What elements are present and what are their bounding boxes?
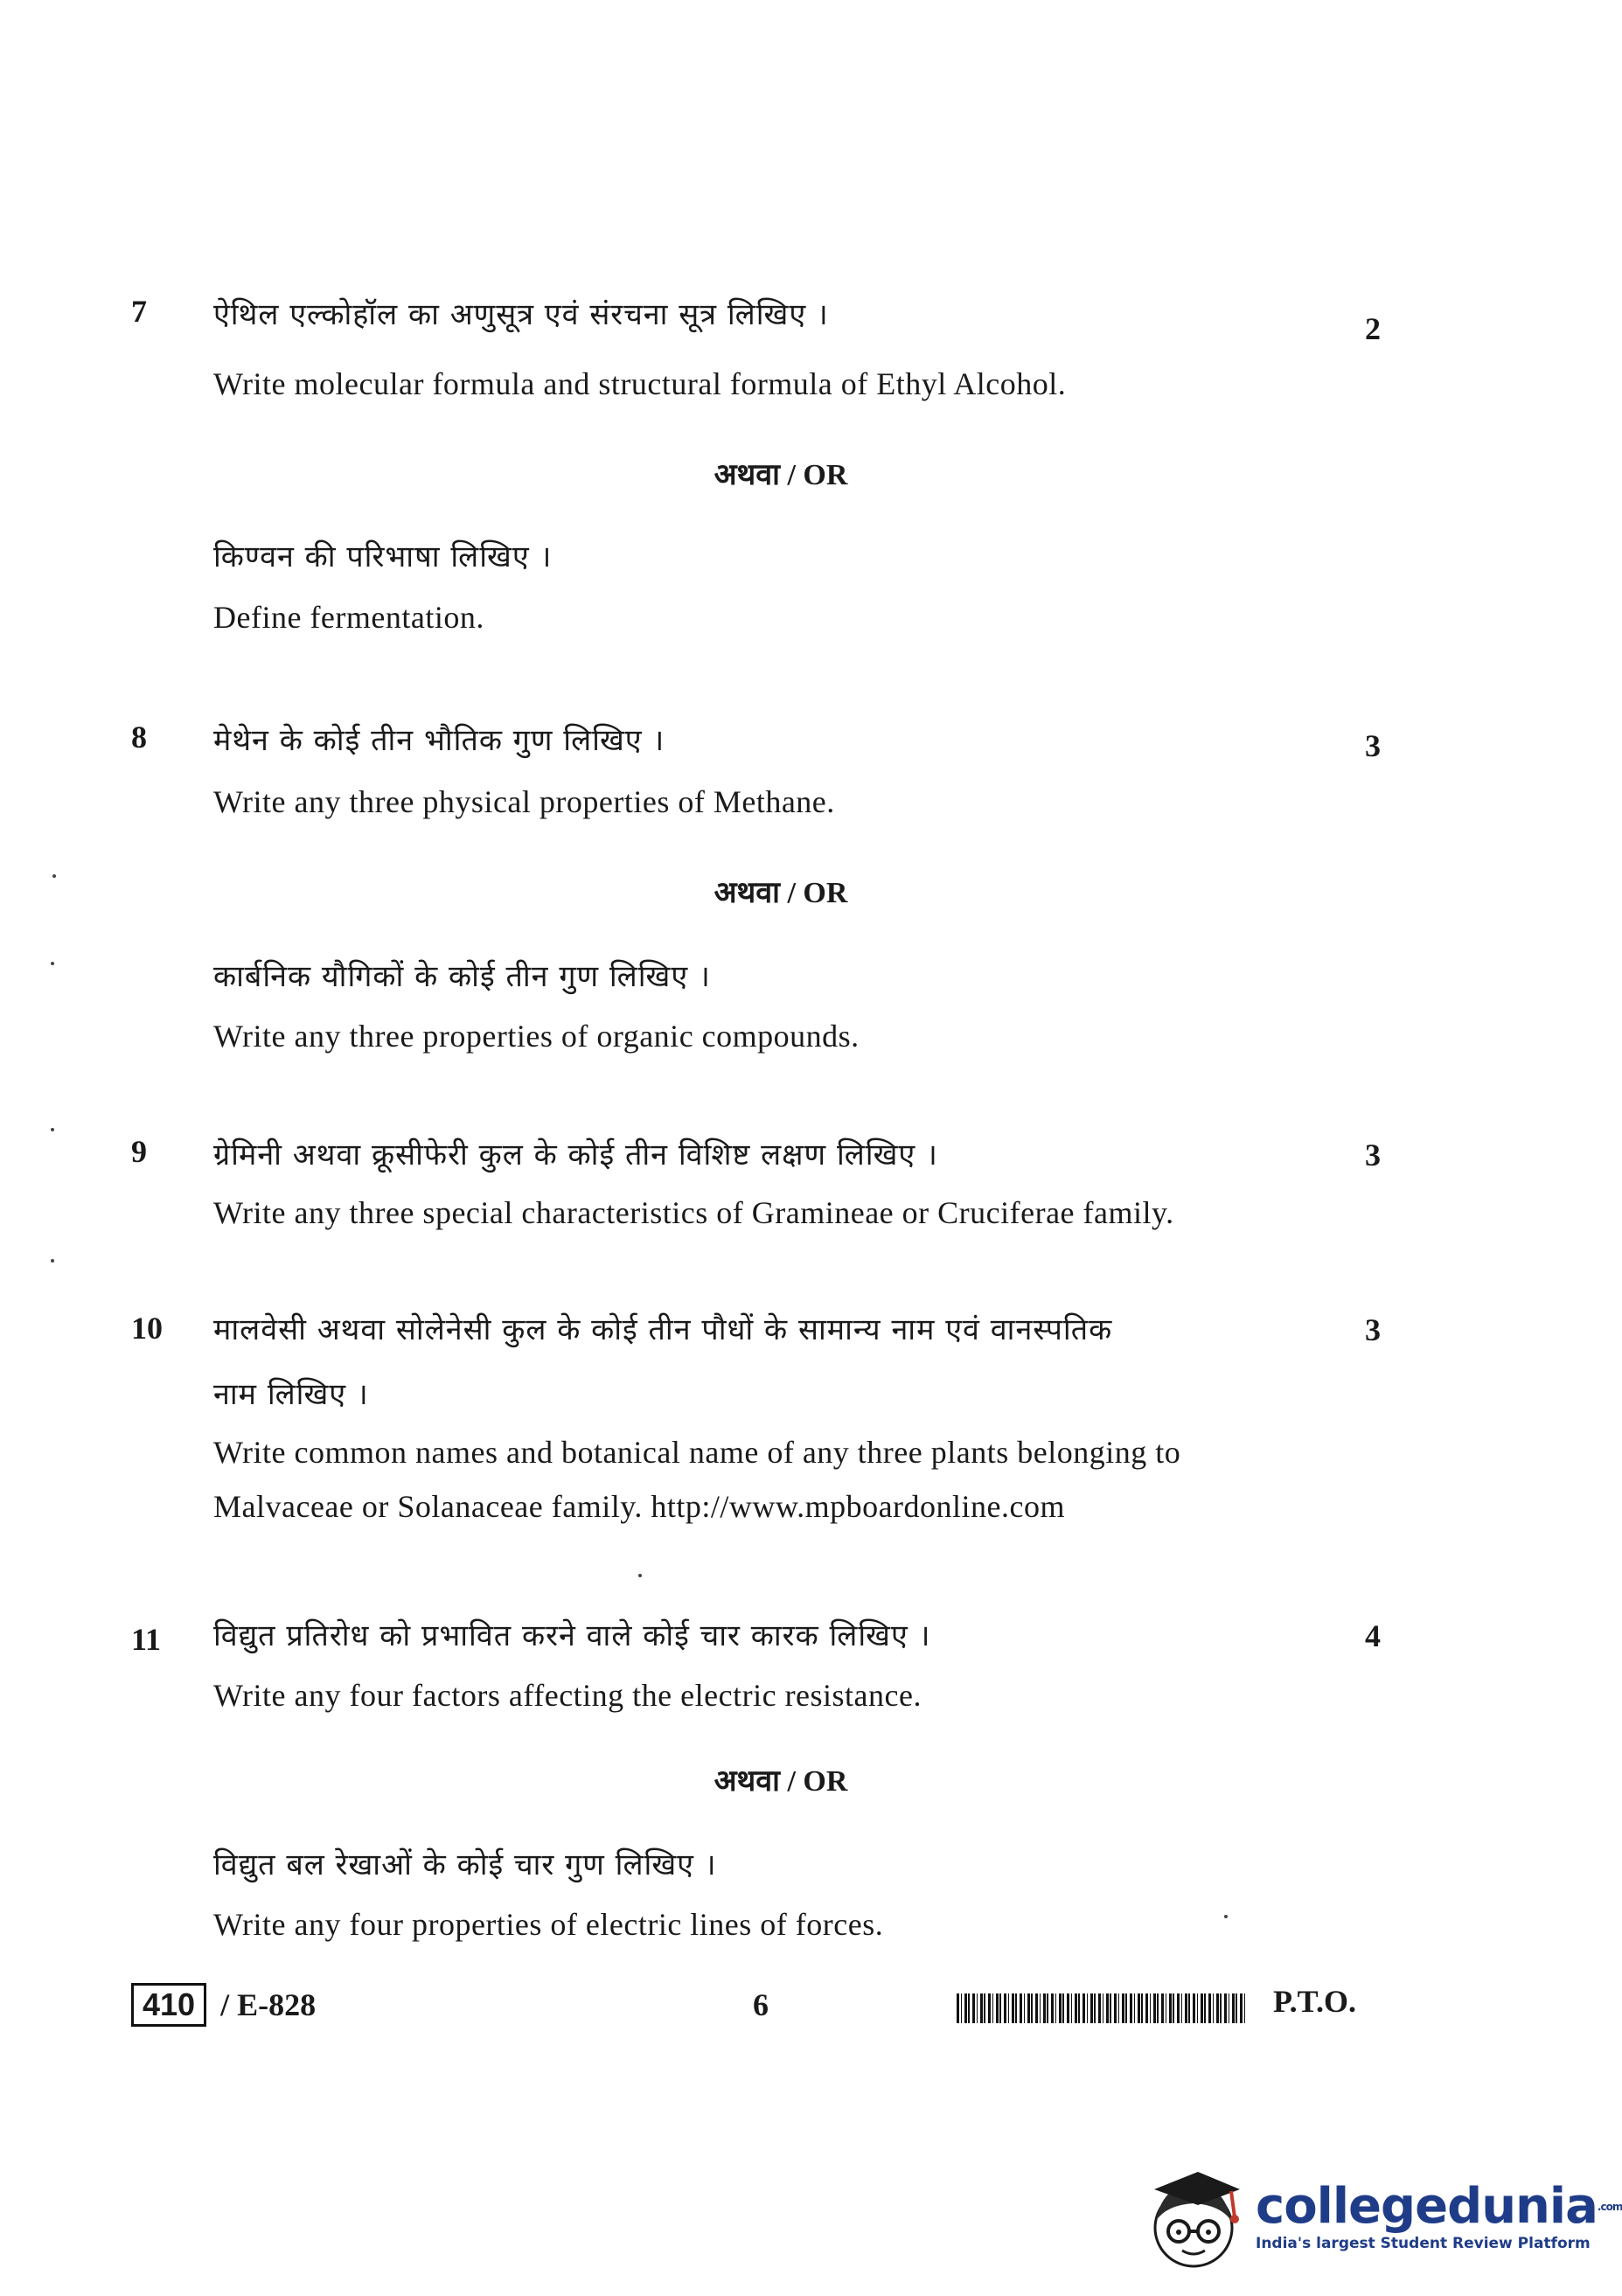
question-7-number: 7 [131,294,147,329]
question-11-hindi: विद्युत प्रतिरोध को प्रभावित करने वाले कोई चार कारक लिखिए । [213,1618,931,1653]
question-8-english: Write any three physical properties of Methane. [213,784,835,819]
logo-suffix: .com [1597,2201,1622,2213]
question-7-english: Write molecular formula and structural formula of Ethyl Alcohol. [213,366,1067,401]
question-8-alt-hindi: कार्बनिक यौगिकों के कोई तीन गुण लिखिए । [213,959,711,994]
logo-name-text: collegedunia [1256,2178,1598,2235]
question-10-number: 10 [131,1311,163,1346]
scan-speck [638,1574,642,1577]
question-10-english-line2: Malvaceae or Solanaceae family. http://www.mpboardonline.com [213,1489,1065,1524]
question-7-marks: 2 [1365,311,1381,346]
question-8-marks: 3 [1365,728,1381,763]
question-11-alt-english: Write any four properties of electric lines of forces. [213,1907,884,1942]
question-11-marks: 4 [1365,1618,1381,1653]
question-7-alt-english: Define fermentation. [213,600,484,635]
question-7-hindi: ऐथिल एल्कोहॉल का अणुसूत्र एवं संरचना सूत्र लिखिए । [213,297,829,332]
question-9-number: 9 [131,1134,147,1169]
pto-label: P.T.O. [1273,1984,1357,2019]
paper-code-box: 410 [131,1983,206,2027]
question-10-marks: 3 [1365,1312,1381,1347]
collegedunia-logo [1137,2151,1622,2282]
scan-speck [51,1128,54,1131]
barcode [957,1993,1245,2023]
question-10-hindi-line1: मालवेसी अथवा सोलेनेसी कुल के कोई तीन पौधों के सामान्य नाम एवं वानस्पतिक [213,1312,1113,1347]
question-10-hindi-line2: नाम लिखिए । [213,1377,369,1412]
question-11-english: Write any four factors affecting the electric resistance. [213,1678,922,1713]
question-8-number: 8 [131,720,147,755]
scan-speck [1224,1915,1228,1918]
question-9-marks: 3 [1365,1138,1381,1172]
question-9-hindi: ग्रेमिनी अथवा क्रूसीफेरी कुल के कोई तीन विशिष्ट लक्षण लिखिए । [213,1138,938,1172]
question-11-or-divider: अथवा / OR [714,1765,848,1798]
scan-speck [52,874,56,878]
question-7-alt-hindi: किण्वन की परिभाषा लिखिए । [213,539,553,574]
question-9-english: Write any three special characteristics of Gramineae or Cruciferae family. [213,1195,1174,1230]
scan-speck [51,962,54,965]
paper-code [131,1983,316,2027]
question-7-or-divider: अथवा / OR [714,459,848,491]
question-11-alt-hindi: विद्युत बल रेखाओं के कोई चार गुण लिखिए । [213,1847,717,1882]
question-8-alt-english: Write any three properties of organic compounds. [213,1019,860,1054]
logo-tagline: India's largest Student Review Platform [1256,2235,1591,2252]
question-8-or-divider: अथवा / OR [714,877,848,909]
question-11-number: 11 [131,1622,162,1657]
student-mascot-icon [1137,2160,1250,2273]
question-10-english-line1: Write common names and botanical name of any three plants belonging to [213,1435,1181,1470]
scan-speck [51,1259,54,1263]
page-number: 6 [753,1987,769,2022]
paper-code-suffix: / E-828 [220,1987,317,2022]
question-8-hindi: मेथेन के कोई तीन भौतिक गुण लिखिए । [213,723,665,758]
